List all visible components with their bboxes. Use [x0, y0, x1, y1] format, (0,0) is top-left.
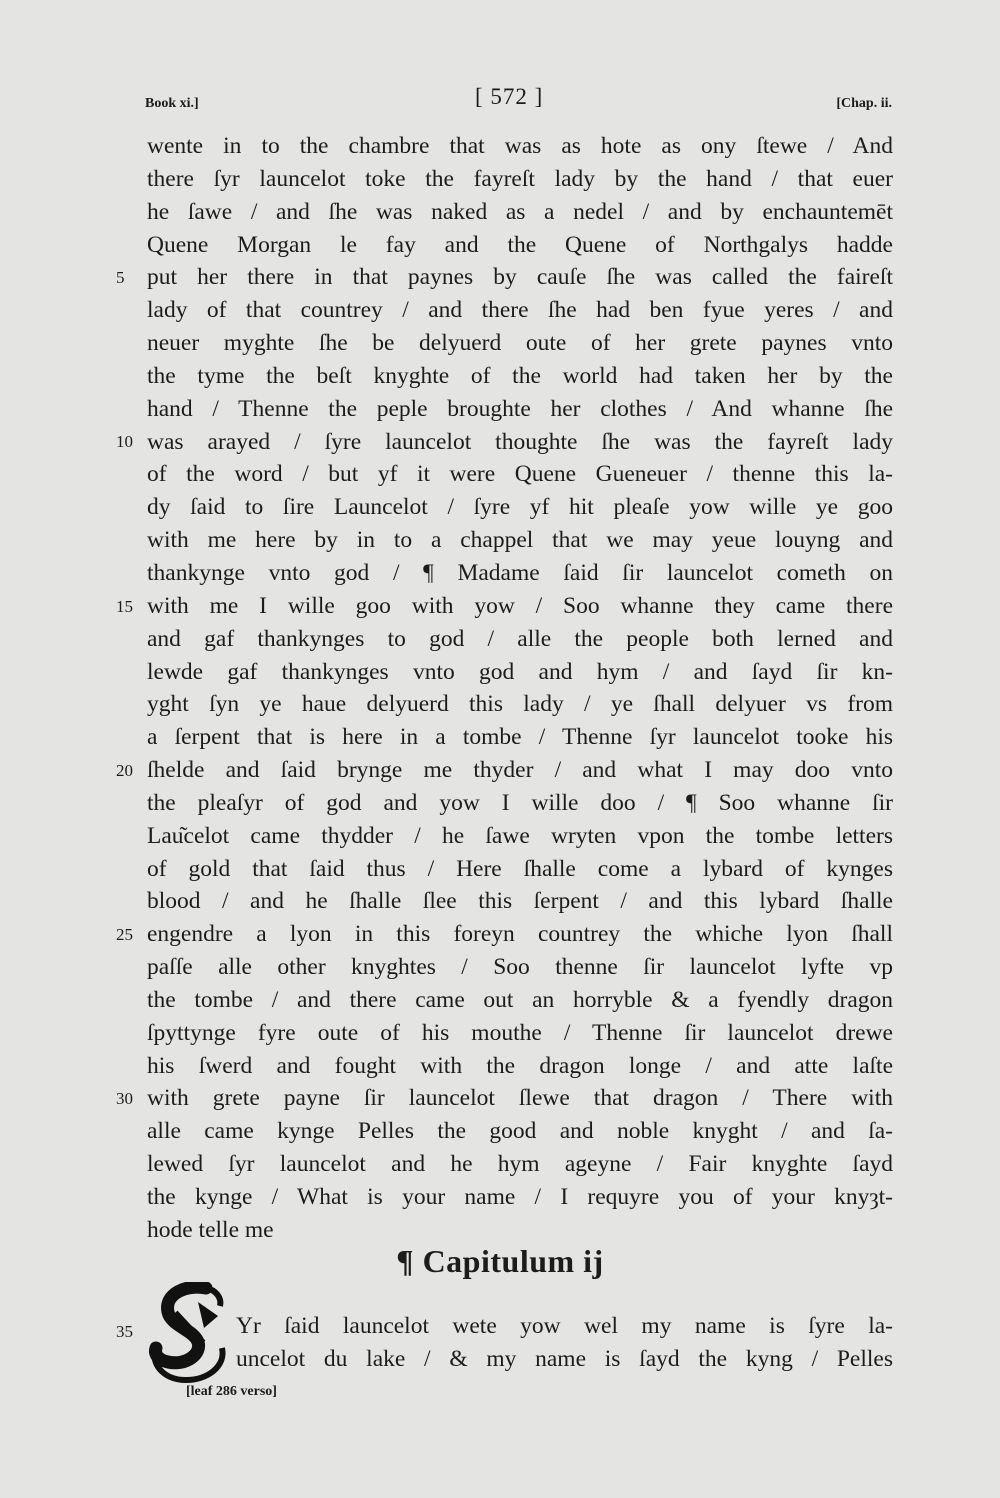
text-line: with grete payne ſir launcelot ſlewe that dragon / There with: [147, 1085, 893, 1112]
main-text: [147, 130, 893, 1247]
text-line: hode telle me: [147, 1216, 274, 1243]
line-number-30: 30: [116, 1089, 133, 1108]
text-line: thankynge vnto god / ¶ Madame ſaid ſir launcelot cometh on: [147, 559, 893, 586]
text-line: dy ſaid to ſire Launcelot / ſyre yf hit pleaſe yow wille ye goo: [147, 494, 893, 521]
text-line: was arayed / ſyre launcelot thoughte ſhe was the fayreſt lady: [147, 428, 893, 455]
text-line: Quene Morgan le fay and the Quene of Northgalys hadde: [147, 231, 893, 258]
text-line: the tyme the beſt knyghte of the world had taken her by the: [147, 362, 893, 389]
text-line: uncelot du lake / & my name is ſayd the kyng / Pelles: [236, 1346, 893, 1372]
text-line: there ſyr launcelot toke the fayreſt lady by the hand / that euer: [147, 165, 893, 192]
text-line: blood / and he ſhalle ſlee this ſerpent / and this lybard ſhalle: [147, 888, 893, 915]
text-line: wente in to the chambre that was as hote as ony ſtewe / And: [147, 133, 893, 159]
text-line: lewde gaf thankynges vnto god and hym / and ſayd ſir kn-: [147, 658, 893, 685]
text-line: ſhelde and ſaid brynge me thyder / and what I may doo vnto: [147, 757, 893, 784]
dropcap-s-icon: [146, 1282, 234, 1386]
text-line: of gold that ſaid thus / Here ſhalle come a lybard of kynges: [147, 855, 893, 882]
text-line: and gaf thankynges to god / alle the people both lerned and: [147, 625, 893, 652]
running-header-chapter: [Chap. ii.: [836, 96, 892, 111]
chapter-text: [236, 1310, 893, 1376]
text-line: Lau͂celot came thydder / he ſawe wryten vpon the tombe letters: [147, 822, 893, 849]
text-line: the kynge / What is your name / I requyre you of your knyȝt-: [147, 1184, 893, 1210]
text-line: lady of that countrey / and there ſhe had ben fyue yeres / and: [147, 297, 893, 324]
text-line: lewed ſyr launcelot and he hym ageyne / Fair knyghte ſayd: [147, 1151, 893, 1178]
running-header-book: Book xi.]: [145, 96, 199, 111]
text-line: ſpyttynge fyre oute of his mouthe / Thenne ſir launcelot drewe: [147, 1019, 893, 1046]
line-number-35: 35: [116, 1322, 133, 1341]
text-line: a ſerpent that is here in a tombe / Thenne ſyr launcelot tooke his: [147, 724, 893, 751]
text-line: the tombe / and there came out an horryble & a fyendly dragon: [147, 986, 893, 1013]
text-line: engendre a lyon in this foreyn countrey the whiche lyon ſhall: [147, 921, 893, 948]
line-number-20: 20: [116, 761, 133, 780]
line-number-5: 5: [116, 268, 125, 287]
line-number-25: 25: [116, 925, 133, 944]
leaf-note: [leaf 286 verso]: [186, 1384, 277, 1399]
text-line: hand / Thenne the peple broughte her clothes / And whanne ſhe: [147, 395, 893, 422]
text-line: Yr ſaid launcelot wete yow wel my name is ſyre la-: [236, 1313, 893, 1339]
text-line: put her there in that paynes by cauſe ſhe was called the faireſt: [147, 264, 893, 291]
chapter-heading: ¶ Capitulum ij: [396, 1243, 604, 1279]
line-number-10: 10: [116, 432, 133, 451]
text-line: yght ſyn ye haue delyuerd this lady / ye ſhall delyuer vs from: [147, 691, 893, 718]
text-line: his ſwerd and fought with the dragon longe / and atte laſte: [147, 1052, 893, 1079]
text-line: he ſawe / and ſhe was naked as a nedel / and by enchauntemēt: [147, 198, 893, 225]
text-line: paſſe alle other knyghtes / Soo thenne ſir launcelot lyfte vp: [147, 954, 893, 981]
text-line: with me I wille goo with yow / Soo whanne they came there: [147, 592, 893, 619]
page-number: [ 572 ]: [475, 84, 544, 109]
text-line: of the word / but yf it were Quene Gueneuer / thenne this la-: [147, 461, 893, 488]
line-number-15: 15: [116, 597, 133, 616]
text-line: with me here by in to a chappel that we may yeue louyng and: [147, 527, 893, 554]
text-line: the pleaſyr of god and yow I wille doo / ¶ Soo whanne ſir: [147, 789, 893, 816]
text-line: neuer myghte ſhe be delyuerd oute of her grete paynes vnto: [147, 330, 893, 357]
text-line: alle came kynge Pelles the good and noble knyght / and ſa-: [147, 1118, 893, 1145]
